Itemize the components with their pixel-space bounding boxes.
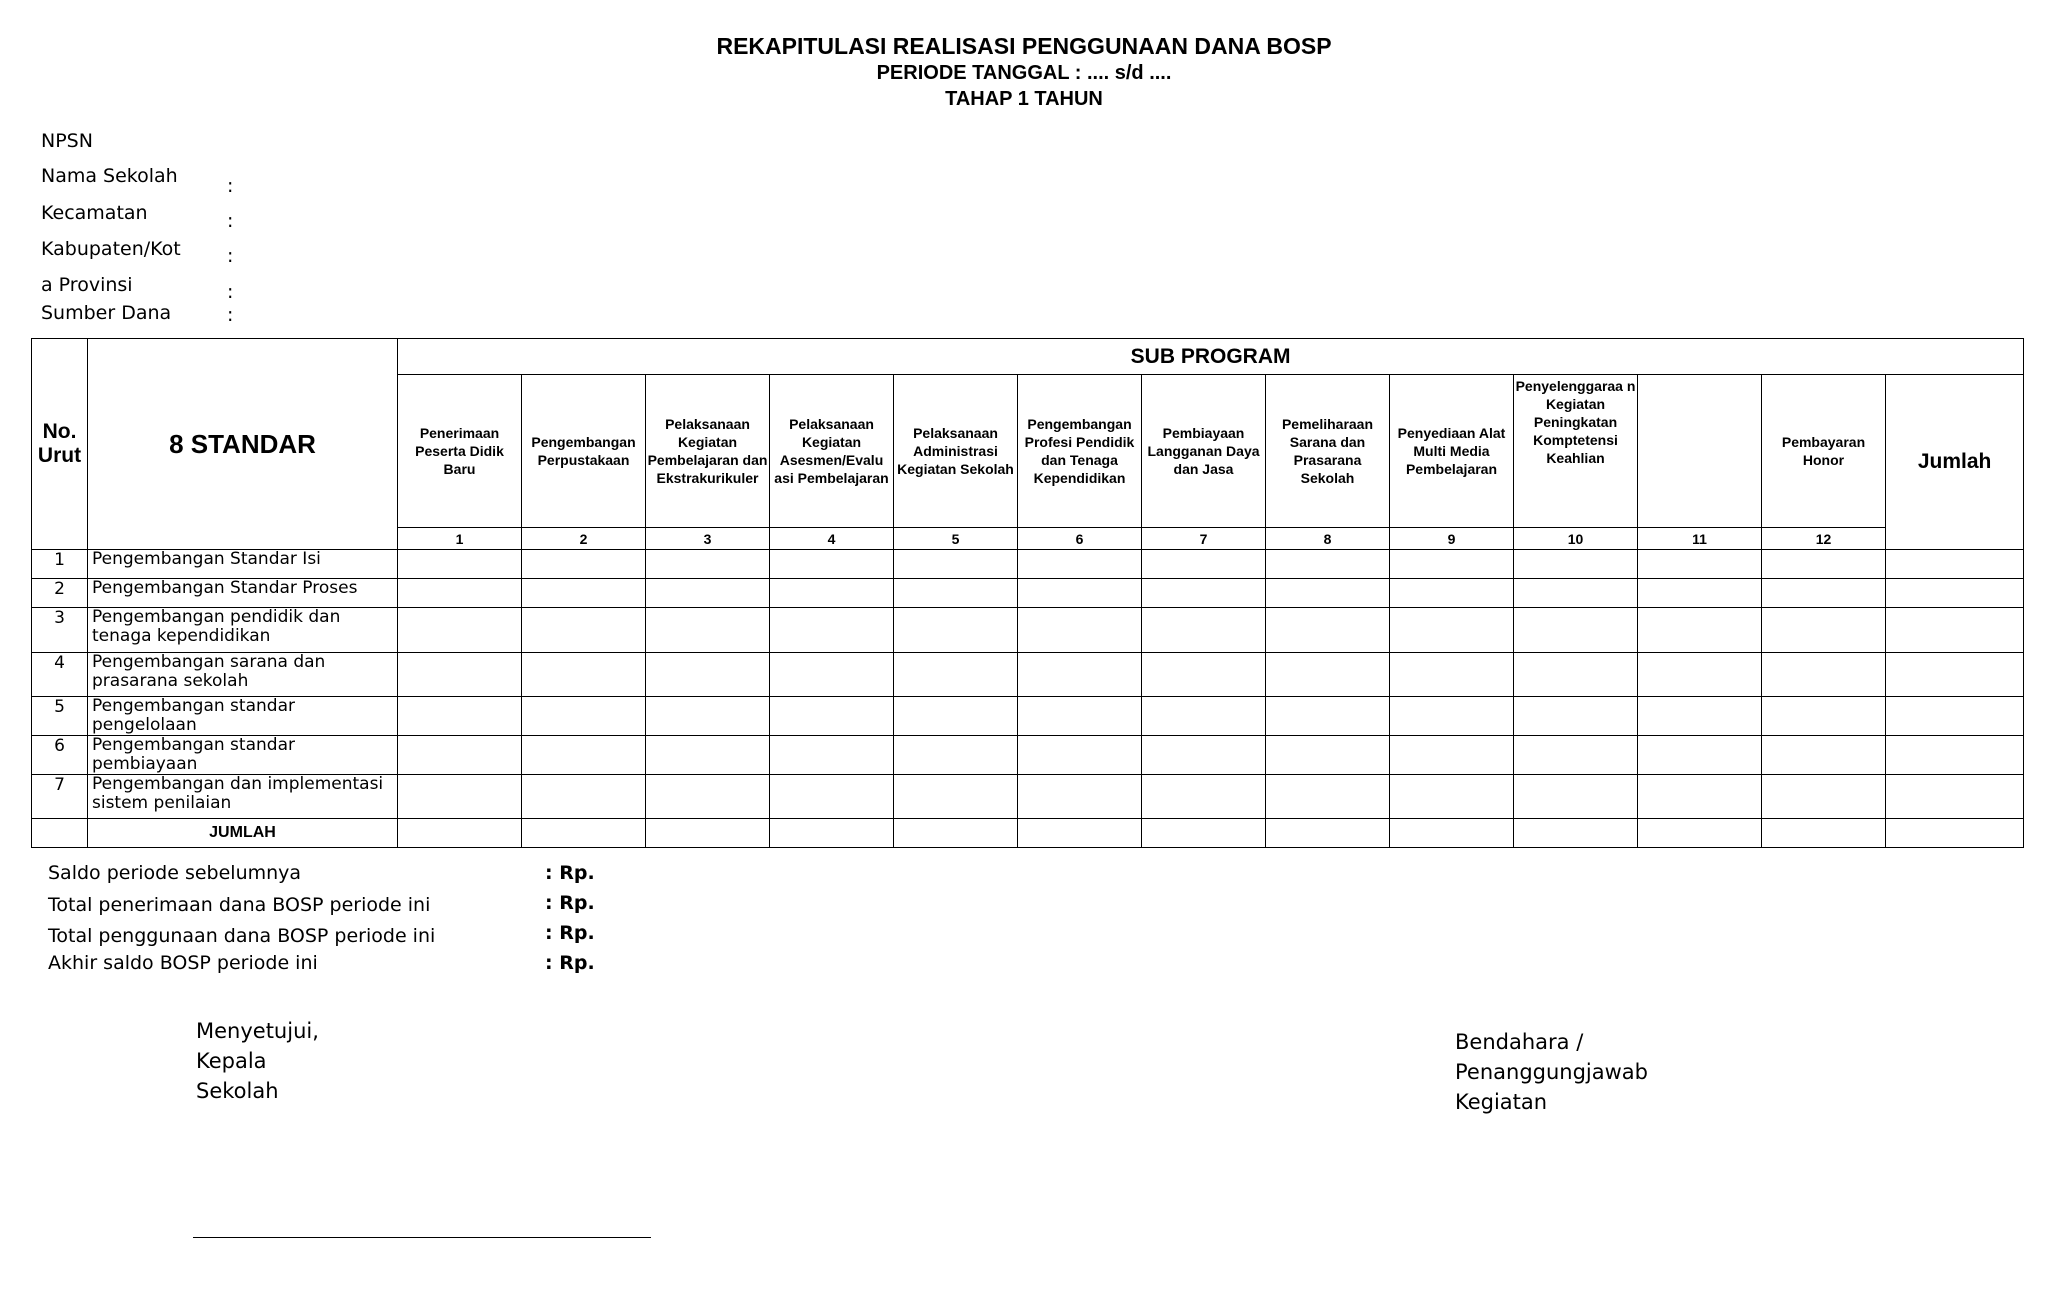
- col-number-11: 11: [1638, 528, 1762, 550]
- sumber-dana-label: Sumber Dana: [41, 302, 172, 324]
- row-label: Pengembangan Standar Proses: [88, 579, 398, 608]
- table-row: [32, 736, 2024, 775]
- summary-label-total-penggunaan: Total penggunaan dana BOSP periode ini: [48, 925, 436, 947]
- sub-program-9: Penyediaan Alat Multi Media Pembelajaran: [1390, 375, 1514, 528]
- signature-line: [193, 1237, 651, 1238]
- no-urut-header: No. Urut: [32, 339, 88, 550]
- row-number: 7: [32, 775, 88, 819]
- nama-sekolah-label: Nama Sekolah: [41, 165, 178, 187]
- row-number: 2: [32, 579, 88, 608]
- rekap-table: [31, 338, 2024, 848]
- kabupaten-colon: :: [227, 245, 234, 267]
- standar-header: 8 STANDAR: [88, 339, 398, 550]
- col-number-2: 2: [522, 528, 646, 550]
- sumber-dana-colon: :: [227, 304, 234, 326]
- signature-left-line-1: Menyetujui,: [196, 1019, 319, 1043]
- col-number-3: 3: [646, 528, 770, 550]
- col-number-7: 7: [1142, 528, 1266, 550]
- row-label: Pengembangan dan implementasi sistem penilaian: [88, 775, 398, 819]
- col-number-9: 9: [1390, 528, 1514, 550]
- summary-label-akhir-saldo: Akhir saldo BOSP periode ini: [48, 952, 318, 974]
- sub-program-7: Pembiayaan Langganan Daya dan Jasa: [1142, 375, 1266, 528]
- period-line: PERIODE TANGGAL : .... s/d ....: [876, 62, 1172, 84]
- table-row: [32, 653, 2024, 697]
- row-number: 3: [32, 608, 88, 653]
- row-label: Pengembangan standar pengelolaan: [88, 697, 398, 736]
- total-row: [32, 819, 2024, 848]
- sub-program-3: Pelaksanaan Kegiatan Pembelajaran dan Ekstrakurikuler: [646, 375, 770, 528]
- summary-label-total-penerimaan: Total penerimaan dana BOSP periode ini: [48, 894, 431, 916]
- col-number-8: 8: [1266, 528, 1390, 550]
- col-number-6: 6: [1018, 528, 1142, 550]
- sub-program-6: Pengembangan Profesi Pendidik dan Tenaga Kependidikan: [1018, 375, 1142, 528]
- sub-program-5: Pelaksanaan Administrasi Kegiatan Sekolah: [894, 375, 1018, 528]
- row-number: 4: [32, 653, 88, 697]
- col-number-1: 1: [398, 528, 522, 550]
- sub-program-8: Pemeliharaan Sarana dan Prasarana Sekolah: [1266, 375, 1390, 528]
- jumlah-header: Jumlah: [1886, 375, 2024, 550]
- kabupaten-label: Kabupaten/Kot: [41, 238, 181, 260]
- sub-program-2: Pengembangan Perpustakaan: [522, 375, 646, 528]
- sub-program-11: [1638, 375, 1762, 528]
- table-row: [32, 697, 2024, 736]
- provinsi-colon: :: [227, 281, 234, 303]
- col-number-5: 5: [894, 528, 1018, 550]
- stage-line: TAHAP 1 TAHUN: [945, 88, 1103, 110]
- sub-program-header: SUB PROGRAM: [398, 339, 2024, 375]
- col-number-4: 4: [770, 528, 894, 550]
- row-number: 6: [32, 736, 88, 775]
- sub-program-1: Penerimaan Peserta Didik Baru: [398, 375, 522, 528]
- row-label: Pengembangan pendidik dan tenaga kependidikan: [88, 608, 398, 653]
- signature-left-line-2: Kepala: [196, 1049, 267, 1073]
- provinsi-label: a Provinsi: [41, 274, 133, 296]
- sub-program-10: Penyelenggaraa n Kegiatan Peningkatan Komptetensi Keahlian: [1514, 375, 1638, 528]
- row-number: 1: [32, 550, 88, 579]
- summary-value-akhir-saldo: : Rp.: [545, 952, 595, 974]
- summary-value-saldo-sebelumnya: : Rp.: [545, 862, 595, 884]
- signature-right-line-1: Bendahara /: [1455, 1030, 1584, 1054]
- document-title: REKAPITULASI REALISASI PENGGUNAAN DANA BOSP: [716, 33, 1332, 59]
- row-label: Pengembangan Standar Isi: [88, 550, 398, 579]
- sub-program-12: Pembayaran Honor: [1762, 375, 1886, 528]
- sub-program-4: Pelaksanaan Kegiatan Asesmen/Evalu asi Pembelajaran: [770, 375, 894, 528]
- npsn-label: NPSN: [41, 130, 93, 152]
- signature-left: [196, 1016, 319, 1106]
- summary-value-total-penerimaan: : Rp.: [545, 892, 595, 914]
- kecamatan-colon: :: [227, 210, 234, 232]
- row-label: Pengembangan standar pembiayaan: [88, 736, 398, 775]
- table-row: [32, 608, 2024, 653]
- nama-sekolah-colon: :: [227, 175, 234, 197]
- table-row: [32, 550, 2024, 579]
- signature-left-line-3: Sekolah: [196, 1079, 279, 1103]
- table-row: [32, 775, 2024, 819]
- signature-right-line-3: Kegiatan: [1455, 1090, 1548, 1114]
- col-number-12: 12: [1762, 528, 1886, 550]
- table-row: [32, 579, 2024, 608]
- summary-label-saldo-sebelumnya: Saldo periode sebelumnya: [48, 862, 302, 884]
- col-number-10: 10: [1514, 528, 1638, 550]
- total-label: JUMLAH: [88, 819, 398, 848]
- signature-right-line-2: Penanggungjawab: [1455, 1060, 1649, 1084]
- summary-value-total-penggunaan: : Rp.: [545, 922, 595, 944]
- row-label: Pengembangan sarana dan prasarana sekolah: [88, 653, 398, 697]
- row-number: 5: [32, 697, 88, 736]
- kecamatan-label: Kecamatan: [41, 202, 148, 224]
- signature-right: [1455, 1027, 1648, 1117]
